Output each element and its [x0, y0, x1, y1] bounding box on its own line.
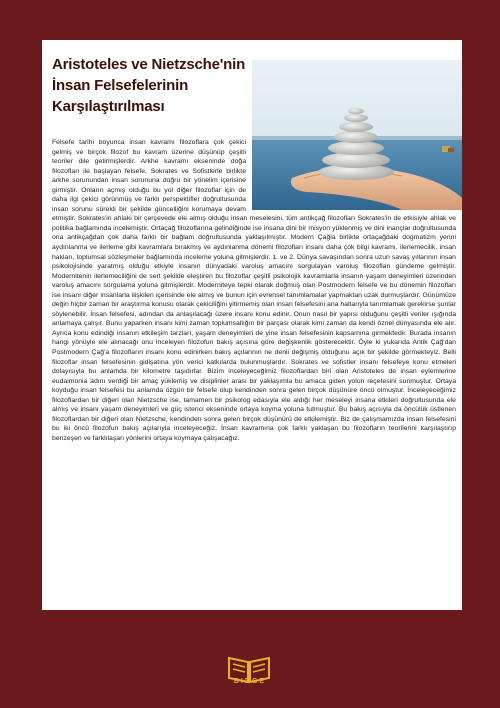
article-title: Aristoteles ve Nietzsche'nin İnsan Felsefelerinin Karşılaştırılması [52, 56, 246, 115]
article-body [52, 138, 456, 444]
content-card [42, 40, 462, 610]
image-wrap-spacer [246, 138, 456, 210]
publisher-logo-label: BIDGE [233, 678, 267, 685]
article-body-text: Felsefe tarihi boyunca insan kavramı filozoflara çok çekici gelmiş ve birçok filozof bu kavram üzerine düşünüp çeşitli teoriler dile getirmişlerdir. Arkhe kavramı ekseninde doğa filozofları ile başlayan felsefe, Sokrates ve Sofistlerle birlikte arkhe sorunundan insan sorununa doğru bir yönelim içerisine girmiştir. Onların açmış olduğu bu yol diğer filozoflar için de daha ilgi çekici görünmüş ve farklı perspektifler doğrultusunda insan sorunu sürekli bir şekilde güncelliğini korumaya devam etmiştir. Sokrates'in ahlaki bir çerçevede ele almış olduğu insan meselesini, tüm antikçağ filozofları Sokrates'in de etkisiyle ahlak ve politika bağlamında incelemiştir. Ortaçağ filozoflarına gelindiğinde ise insana dini bir misyon yüklenmiş ve dini inançlar doğrultusunda ona antikçağdan çok daha farklı bir bağlam doğrultusunda yaklaşılmıştır. Modern Çağla birlikte ortaçağdaki dogmatizm yerini aydınlanma ve ilerleme gibi kavramlara bırakmış ve aydınlanma dönemi filozofları insanı daha çok bilgi kavramı, ilerlemecilik, insan hakları, toplumsal sözleşmeler bağlamında inceleme yoluna gitmişlerdir. 1. ve 2. Dünya savaşından sonra uzun savaş yıllarının insan psikolojisinde yaratmış olduğu etkiyle insanın dünyadaki varoluş amacını sorgulayan varoluş filozofları gündeme gelmiştir. Modernitenin ilerlemeciliğini de sert şekilde eleştiren bu filozoflar çeşitli psikolojik kavramlarla insanın yaşam deneyimleri üzerinden varoluş amacını sorgulama yoluna gitmişlerdir. Moderniteye tepki olarak doğmuş olan Postmodern felsefe ve bu dönemin filozofları ise insanı diğer insanlarla ilişkileri içerisinde ele almış ve bunun için evrensel tanımlamalar yapmaktan uzak durmuşlardır. Günümüze değin hiçbir zaman bir araştırma konusu olarak çekiciliğini yitirmemiş olan insan felsefesini ana hatlarıyla tanımlamak gerekirse şunlar söylenebilir. İnsan felsefesi, adından da anlaşılacağı üzere insanı konu edinir. Onun nasıl bir yapısı olduğunu çeşitli veriler ışığında anlamaya çalışır. Bunu yaparken insanı kimi zaman toplumsallığın bir parçası olarak kimi zaman da kendi öznel dünyasında ele alır. Ayrıca konu edindiği insanın etkileşim tarzları, yaşam deneyimleri de yine insan felsefesinin kapsamına girmektedir. Burada insanın hangi yönüyle ele alınacağı onu inceleyen filozofun bakış açısına göre değişkenlik gösterecektir. Öyle ki yukarıda Antik Çağ'dan Postmodern Çağ'a filozofların insanı konu edinirken bakış açılarının ne denli değişmiş olduğunu açık bir şekilde görmekteyiz. Belli filozoflar insan felsefesinin gidişatına yön verici katkılarda bulunmuşlardır. Sokrates ve sofistler insanı felsefeye konu etmeleri dolayısıyla bu anlamda bir kilometre taşıdırlar. Bizim inceleyeceğimiz filozoflardan biri olan Aristoteles de insan eylemlerine eudaimonia adını verdiği bir amaç yüklemiş ve disiplinler arası bir yaklaşımla bu amaca giden yolun reçetesini sunmuştur. Ortaya koyduğu insan felsefesi bu anlamda özgün bir felsefe olup kendinden sonra gelen birçok düşünüre öncü olmuştur. İnceleyeceğimiz filozoflardan bir diğeri olan Nietzsche ise, tamamen bir psikolog edasıyla ele aldığı her meseleyi insana etkileri doğrultusunda ele almış ve insanı yaşam deneyimleri ve güç istenci ekseninde ortaya koyma yoluna tutmuştur. Bu bakış açısıyla da öncülük üstlenen filozoflardan bir diğeri olan Nietzsche, kendinden sonra gelen birçok düşünürü de etkilemiştir. Biz de çalışmamızda insan felsefesini bu iki öncü filozofun bakış açılarıyla inceleyeceğiz. İnsan kavramına çok farklı yaklaşan bu filozofların teorilerini karşılaştırıp benzeşen ve farklılaşan yönlerini ortaya koymaya çalışacağız. [52, 139, 456, 442]
